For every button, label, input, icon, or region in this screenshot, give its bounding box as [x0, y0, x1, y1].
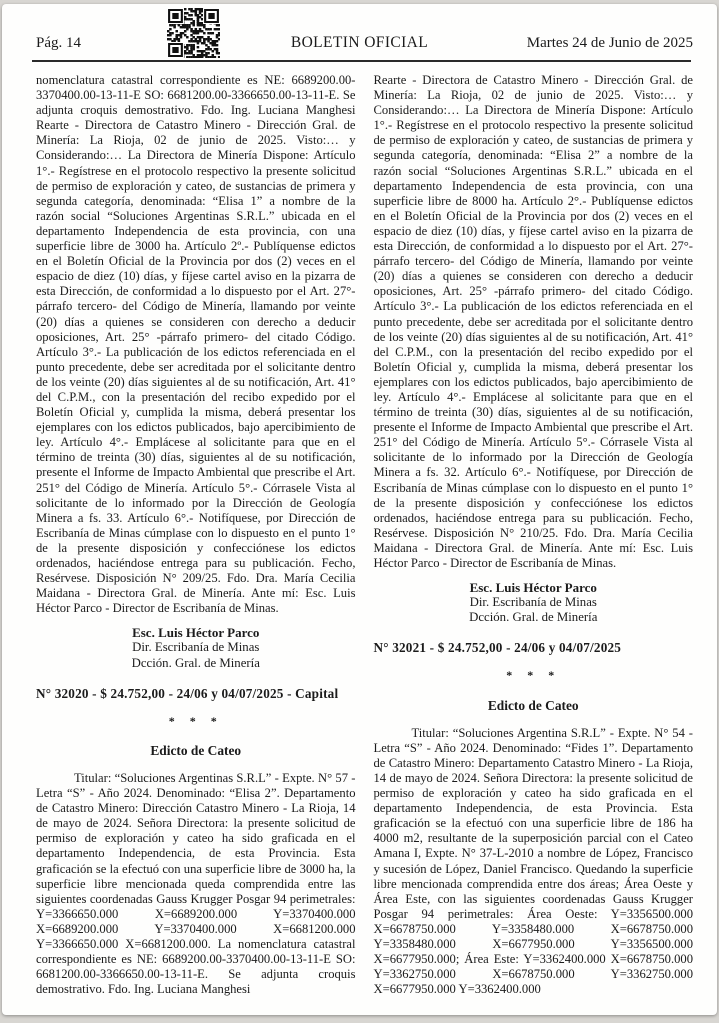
content-columns: [2, 62, 717, 997]
issue-date: Martes 24 de Junio de 2025: [526, 35, 693, 51]
page-number: Pág. 14: [36, 35, 81, 51]
right-column: [374, 73, 694, 997]
bulletin-title: BOLETIN OFICIAL: [290, 34, 429, 51]
edict-heading: Edicto de Cateo: [150, 742, 242, 758]
signature-name: Esc. Luis Héctor Parco: [132, 625, 260, 641]
signature-role: Dcción. Gral. de Minería: [131, 655, 260, 670]
edict-body: Titular: “Soluciones Argentinas S.R.L” - Expte. N° 57 - Letra “S” - Año 2024. Denominado: “Elisa 2”. Departamento de Catastro Minero: Dirección Catastro Minero - La Rioja, 14 de mayo de 2024. Señora Directora: la presente solicitud de permiso de exploración y cateo ha sido graficada en el departamento Independencia, de esta Provincia. Esta graficación se la efectuó con una superficie libre de 3000 ha, la superficie libre mencionada queda comprendida entre las siguientes coordenadas Gauss Krugger Posgar 94 perimetrales: Y=3366650.000 X=6689200.000 Y=3370400.000 X=6689200.000 Y=3370400.000 X=6681200.000 Y=3366650.000 X=6681200.000. La nomenclatura catastral correspondiente es NE: 6689200.00-3370400.00-13-11-E SO: 6681200.00-3366650.00-13-11-E. Se adjunta croquis demostrativo. Fdo. Ing. Luciana Manghesi: [36, 770, 356, 997]
section-separator: * * *: [168, 713, 223, 728]
section-separator: * * *: [506, 668, 561, 683]
bulletin-page: [2, 4, 717, 1015]
edict-body: Titular: “Soluciones Argentina S.R.L” - Expte. N° 54 - Letra “S” - Año 2024. Denominado: “Fides 1”. Departamento de Catastro Minero: Departamento Catastro Minero - La Rioja, 14 de mayo de 2024. Señora Directora: la presente solicitud de permiso de exploración y cateo ha sido graficada en el departamento Independencia, de esta Provincia. Esta graficación se la efectuó con una superficie libre de 186 ha 4000 m2, resultante de la superposición parcial con el Cateo Amana I, Expte. N° 37-L-2010 a nombre de López, Francisco y sucesión de López, Daniel Francisco. Quedando la superficie libre mencionada comprendida entre dos áreas; Área Oeste y Área Este, con las siguientes coordenadas Gauss Krugger Posgar 94 perimetrales: Área Oeste: Y=3356500.000 X=6678750.000 Y=3358480.000 X=6678750.000 Y=3358480.000 X=6677950.000 Y=3356500.000 X=6677950.000; Área Este: Y=3362400.000 X=6678750.000 Y=3362750.000 X=6678750.000 Y=3362750.000 X=6677950.000 Y=3362400.000: [373, 725, 693, 997]
continuation-paragraph: Rearte - Directora de Catastro Minero - Dirección Gral. de Minería: La Rioja, 02 de junio de 2025. Visto:… y Considerando:… La Directora de Minería Dispone: Artículo 1°.- Regístrese en el protocolo respectivo la presente solicitud de permiso de exploración y cateo, de sustancias de primera y segunda categoría, denominada: “Elisa 2” a nombre de la razón social “Soluciones Argentinas S.R.L.” ubicada en el departamento Independencia de esta provincia, con una superficie libre de 8000 ha. Artículo 2°.- Publíquense edictos en el Boletín Oficial de la Provincia por dos (2) veces en el espacio de diez (10) días, y fíjese cartel aviso en la pizarra de esta Dirección, de conformidad a lo dispuesto por el Art. 27°- párrafo tercero- del Código de Minería, llamando por veinte (20) días a quienes se consideren con derecho a deducir oposiciones, Art. 25° -párrafo primero- del citado Código. Artículo 3°.- La publicación de los edictos referenciada en el punto precedente, debe ser acreditada por el solicitante dentro de los veinte (20) días siguientes al de su notificación, Art. 41° del C.P.M., con la presentación del recibo expedido por el Boletín Oficial y, cumplida la misma, deberá presentar los ejemplares con los edictos publicados, bajo apercibimiento de ley. Artículo 4°.- Emplácese al solicitante para que en el término de treinta (30) días, siguientes al de su notificación, presente el Informe de Impacto Ambiental que prescribe el Art. 251° del Código de Minería. Artículo 5°.- Córrasele Vista al solicitante de lo informado por la Dirección de Geología Minera a fs. 32. Artículo 6°.- Notifíquese, por Dirección de Escribanía de Minas cúmplase con lo dispuesto en el punto 1° de la presente disposición y confecciónese los edictos ordenados, haciéndose entrega para su publicación. Fecho, Resérvese. Disposición N° 210/25. Fdo. Dra. María Cecilia Maidana - Directora Gral. de Minería. Ante mí: Esc. Luis Héctor Parco - Director de Escribanía de Minas.: [373, 73, 693, 570]
page-header: [2, 4, 717, 60]
signature-name: Esc. Luis Héctor Parco: [469, 580, 597, 596]
signature-role: Dir. Escribanía de Minas: [469, 595, 597, 610]
left-column: [36, 73, 356, 997]
continuation-paragraph: nomenclatura catastral correspondiente es NE: 6689200.00-3370400.00-13-11-E SO: 6681200.00-3366650.00-13-11-E. Se adjunta croquis demostrativo. Fdo. Ing. Luciana Manghesi Rearte - Directora de Catastro Minero - Dirección Gral. de Minería: La Rioja, 02 de junio de 2025. Visto:… y Considerando:… La Directora de Minería Dispone: Artículo 1°.- Regístrese en el protocolo respectivo la presente solicitud de permiso de exploración y cateo, de sustancias de primera y segunda categoría, denominada: “Elisa 1” a nombre de la razón social “Soluciones Argentinas S.R.L.” ubicada en el departamento Independencia de esta provincia, con una superficie libre de 3000 ha. Artículo 2º.- Publíquense edictos en el Boletín Oficial de la Provincia por dos (2) veces en el espacio de diez (10) días, y fíjese cartel aviso en la pizarra de esta Dirección, de conformidad a lo dispuesto por el Art. 27°- párrafo tercero- del Código de Minería, llamando por veinte (20) días a quienes se consideren con derecho a deducir oposiciones, Art. 25° -párrafo primero- del citado Código. Artículo 3°.- La publicación de los edictos referenciada en el punto precedente, debe ser acreditada por el solicitante dentro de los veinte (20) días siguientes al de su notificación, Art. 41° del C.P.M., con la presentación del recibo expedido por el Boletín Oficial y, cumplida la misma, deberá presentar los ejemplares con los edictos publicados, bajo apercibimiento de ley. Artículo 4°.- Emplácese al solicitante para que en el término de treinta (30) días, siguientes al de su notificación, presente el Informe de Impacto Ambiental que prescribe el Art. 251° del Código de Minería. Artículo 5°.- Córrasele Vista al solicitante de lo informado por la Dirección de Geología Minera a fs. 33. Artículo 6°.- Notifíquese, por Dirección de Escribanía de Minas cúmplase con lo dispuesto en el punto 1° de la presente disposición y confecciónese los edictos ordenados, haciéndose entrega para su publicación. Fecho, Resérvese. Disposición N° 209/25. Fdo. Dra. María Cecilia Maidana - Directora Gral. de Minería. Ante mí: Esc. Luis Héctor Parco - Director de Escribanía de Minas.: [36, 73, 356, 616]
signature-block: [374, 580, 694, 625]
signature-role: Dcción. Gral. de Minería: [469, 610, 598, 625]
edict-heading: Edicto de Cateo: [487, 697, 579, 713]
signature-block: [36, 625, 356, 670]
publication-notice: N° 32021 - $ 24.752,00 - 24/06 y 04/07/2025: [373, 640, 622, 656]
publication-notice: N° 32020 - $ 24.752,00 - 24/06 y 04/07/2025 - Capital: [36, 685, 339, 701]
signature-role: Dir. Escribanía de Minas: [132, 640, 260, 655]
